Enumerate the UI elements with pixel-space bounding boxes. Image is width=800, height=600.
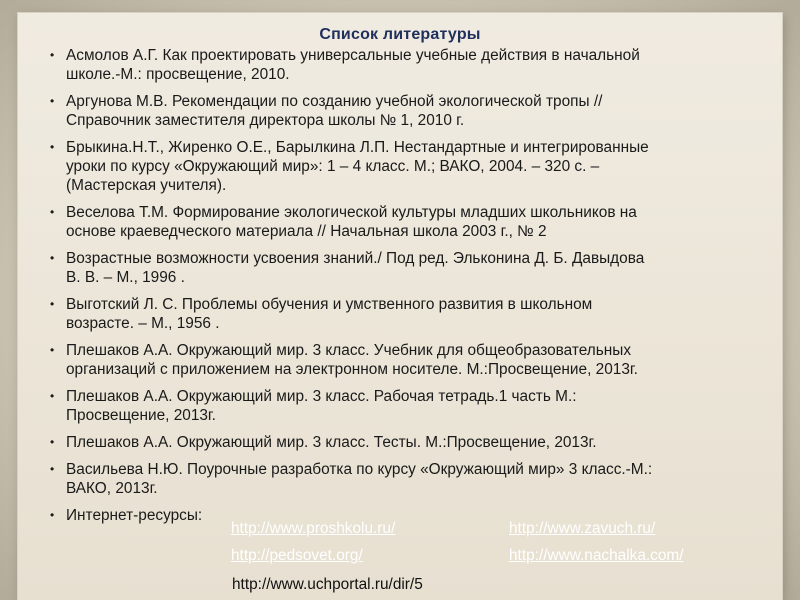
bibliography-list (48, 46, 768, 533)
bullet-icon: • (50, 435, 55, 449)
bullet-icon: • (50, 140, 55, 154)
bullet-icon: • (50, 205, 55, 219)
bullet-icon: • (50, 94, 55, 108)
bullet-icon: • (50, 343, 55, 357)
list-item: • Возрастные возможности усвоения знаний./ Под ред. Эльконина Д. Б. Давыдова В. В. – М., 1996 . (50, 250, 645, 286)
bullet-icon: • (50, 251, 55, 265)
list-item: • Веселова Т.М. Формирование экологической культуры младших школьников на основе краеведческого материала // Начальная школа 2003 г., № 2 (50, 204, 637, 240)
bullet-icon: • (50, 389, 55, 403)
list-item: • Асмолов А.Г. Как проектировать универсальные учебные действия в начальной школе.-М.: просвещение, 2010. (50, 47, 640, 83)
link-pedsovet[interactable]: http://pedsovet.org/ (231, 547, 363, 564)
list-item: • Плешаков А.А. Окружающий мир. 3 класс. Рабочая тетрадь.1 часть М.: Просвещение, 2013г. (50, 388, 577, 424)
link-uchportal[interactable]: http://www.uchportal.ru/dir/5 (232, 576, 423, 593)
bullet-icon: • (50, 508, 55, 522)
list-item: • Аргунова М.В. Рекомендации по созданию учебной экологической тропы // Справочник заместителя директора школы № 1, 2010 г. (50, 93, 603, 129)
bullet-icon: • (50, 462, 55, 476)
bullet-icon: • (50, 297, 55, 311)
link-zavuch[interactable]: http://www.zavuch.ru/ (509, 520, 656, 537)
list-item-internet: • Интернет-ресурсы: (50, 507, 203, 524)
list-item: • Брыкина.Н.Т., Жиренко О.Е., Барылкина Л.П. Нестандартные и интегрированные уроки по курсу «Окружающий мир»: 1 – 4 класс. М.; ВАКО, 2004. – 320 с. – (Мастерская учителя). (50, 139, 649, 194)
slide-title: Список литературы (319, 26, 481, 43)
link-proshkolu[interactable]: http://www.proshkolu.ru/ (231, 520, 396, 537)
list-item: • Плешаков А.А. Окружающий мир. 3 класс. Тесты. М.:Просвещение, 2013г. (50, 434, 597, 451)
link-nachalka[interactable]: http://www.nachalka.com/ (509, 547, 684, 564)
list-item: • Васильева Н.Ю. Поурочные разработка по курсу «Окружающий мир» 3 класс.-М.: ВАКО, 2013г. (50, 461, 653, 497)
list-item: • Выготский Л. С. Проблемы обучения и умственного развития в школьном возрасте. – М., 1956 . (50, 296, 593, 332)
list-item: • Плешаков А.А. Окружающий мир. 3 класс. Учебник для общеобразовательных организаций с приложением на электронном носителе. М.:Просвещение, 2013г. (50, 342, 638, 378)
bullet-icon: • (50, 48, 55, 62)
